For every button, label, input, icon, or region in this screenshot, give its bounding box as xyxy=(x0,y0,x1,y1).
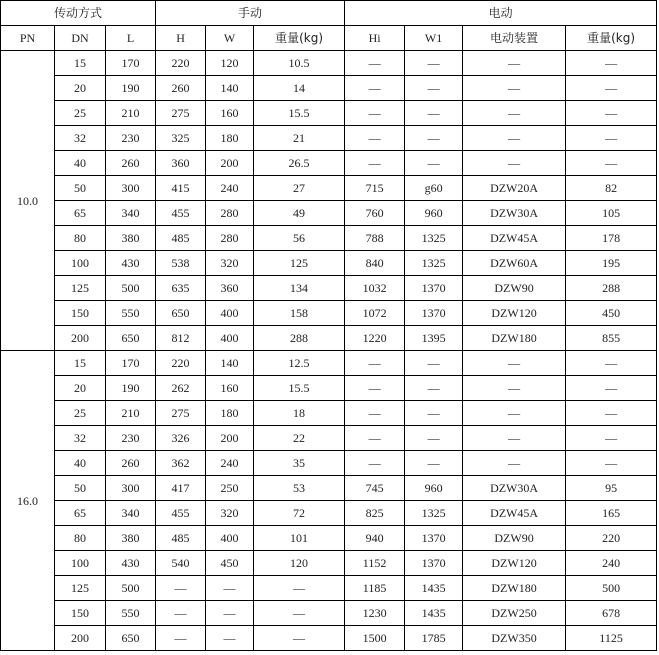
manual-weight-cell: 72 xyxy=(254,501,345,526)
table-row xyxy=(1,576,657,601)
electric-weight-cell: — xyxy=(566,101,657,126)
manual-weight-cell: 22 xyxy=(254,426,345,451)
manual-weight-cell: — xyxy=(254,626,345,651)
table-row xyxy=(1,376,657,401)
table-row xyxy=(1,451,657,476)
w-cell: — xyxy=(206,626,254,651)
hi-cell: 1185 xyxy=(345,576,405,601)
actuator-cell: DZW30A xyxy=(463,201,566,226)
manual-weight-cell: 26.5 xyxy=(254,151,345,176)
header-manual-weight: 重量(kg) xyxy=(254,26,345,51)
w1-cell: — xyxy=(405,351,463,376)
table-row xyxy=(1,101,657,126)
table-row xyxy=(1,76,657,101)
manual-weight-cell: 120 xyxy=(254,551,345,576)
l-cell: 430 xyxy=(106,551,156,576)
dn-cell: 40 xyxy=(55,151,106,176)
electric-weight-cell: — xyxy=(566,126,657,151)
w-cell: 360 xyxy=(206,276,254,301)
dn-cell: 80 xyxy=(55,226,106,251)
electric-weight-cell: 82 xyxy=(566,176,657,201)
electric-weight-cell: 500 xyxy=(566,576,657,601)
manual-weight-cell: 12.5 xyxy=(254,351,345,376)
w-cell: 240 xyxy=(206,176,254,201)
l-cell: 340 xyxy=(106,201,156,226)
w-cell: 200 xyxy=(206,151,254,176)
table-row xyxy=(1,51,657,76)
l-cell: 500 xyxy=(106,576,156,601)
header-manual: 手动 xyxy=(156,1,345,26)
h-cell: 220 xyxy=(156,51,206,76)
w-cell: 180 xyxy=(206,126,254,151)
pn-cell: 16.0 xyxy=(1,351,55,651)
l-cell: 300 xyxy=(106,476,156,501)
hi-cell: — xyxy=(345,426,405,451)
w1-cell: 960 xyxy=(405,476,463,501)
w1-cell: — xyxy=(405,126,463,151)
table-row xyxy=(1,226,657,251)
hi-cell: — xyxy=(345,351,405,376)
dn-cell: 20 xyxy=(55,76,106,101)
manual-weight-cell: 49 xyxy=(254,201,345,226)
actuator-cell: DZW90 xyxy=(463,526,566,551)
manual-weight-cell: 134 xyxy=(254,276,345,301)
hi-cell: — xyxy=(345,76,405,101)
header-electric: 电动 xyxy=(345,1,657,26)
manual-weight-cell: 18 xyxy=(254,401,345,426)
table-row xyxy=(1,301,657,326)
hi-cell: — xyxy=(345,51,405,76)
w1-cell: — xyxy=(405,151,463,176)
h-cell: 538 xyxy=(156,251,206,276)
actuator-cell: — xyxy=(463,351,566,376)
table-row xyxy=(1,401,657,426)
electric-weight-cell: — xyxy=(566,376,657,401)
w-cell: — xyxy=(206,576,254,601)
electric-weight-cell: — xyxy=(566,351,657,376)
dn-cell: 125 xyxy=(55,276,106,301)
header-w: W xyxy=(206,26,254,51)
l-cell: 550 xyxy=(106,601,156,626)
h-cell: 260 xyxy=(156,76,206,101)
actuator-cell: DZW45A xyxy=(463,226,566,251)
w-cell: 250 xyxy=(206,476,254,501)
w-cell: 280 xyxy=(206,201,254,226)
table-header xyxy=(1,1,657,51)
header-transmission-method: 传动方式 xyxy=(1,1,156,26)
w-cell: 140 xyxy=(206,351,254,376)
dn-cell: 100 xyxy=(55,251,106,276)
h-cell: 650 xyxy=(156,301,206,326)
l-cell: 430 xyxy=(106,251,156,276)
pn-cell: 10.0 xyxy=(1,51,55,351)
electric-weight-cell: — xyxy=(566,451,657,476)
hi-cell: 1220 xyxy=(345,326,405,351)
actuator-cell: DZW180 xyxy=(463,576,566,601)
manual-weight-cell: 15.5 xyxy=(254,101,345,126)
electric-weight-cell: 855 xyxy=(566,326,657,351)
electric-weight-cell: 288 xyxy=(566,276,657,301)
l-cell: 210 xyxy=(106,401,156,426)
manual-weight-cell: — xyxy=(254,601,345,626)
actuator-cell: — xyxy=(463,401,566,426)
manual-weight-cell: 21 xyxy=(254,126,345,151)
header-pn: PN xyxy=(1,26,55,51)
h-cell: 485 xyxy=(156,526,206,551)
w-cell: 200 xyxy=(206,426,254,451)
hi-cell: — xyxy=(345,101,405,126)
w1-cell: 1435 xyxy=(405,601,463,626)
actuator-cell: — xyxy=(463,376,566,401)
w1-cell: — xyxy=(405,101,463,126)
l-cell: 500 xyxy=(106,276,156,301)
electric-weight-cell: 165 xyxy=(566,501,657,526)
table-row xyxy=(1,351,657,376)
header-electric-weight: 重量(kg) xyxy=(566,26,657,51)
w-cell: 160 xyxy=(206,101,254,126)
header-actuator: 电动装置 xyxy=(463,26,566,51)
manual-weight-cell: — xyxy=(254,576,345,601)
actuator-cell: — xyxy=(463,426,566,451)
h-cell: 326 xyxy=(156,426,206,451)
w-cell: 320 xyxy=(206,501,254,526)
l-cell: 230 xyxy=(106,426,156,451)
table-row xyxy=(1,276,657,301)
header-hi: Hi xyxy=(345,26,405,51)
table-row xyxy=(1,251,657,276)
table-row xyxy=(1,326,657,351)
l-cell: 650 xyxy=(106,326,156,351)
dn-cell: 25 xyxy=(55,401,106,426)
w1-cell: — xyxy=(405,51,463,76)
l-cell: 300 xyxy=(106,176,156,201)
actuator-cell: DZW45A xyxy=(463,501,566,526)
dn-cell: 25 xyxy=(55,101,106,126)
dn-cell: 200 xyxy=(55,626,106,651)
w-cell: 400 xyxy=(206,526,254,551)
dn-cell: 65 xyxy=(55,501,106,526)
dn-cell: 32 xyxy=(55,126,106,151)
table-row xyxy=(1,176,657,201)
l-cell: 650 xyxy=(106,626,156,651)
w1-cell: — xyxy=(405,426,463,451)
w1-cell: — xyxy=(405,401,463,426)
l-cell: 260 xyxy=(106,151,156,176)
header-dn: DN xyxy=(55,26,106,51)
hi-cell: 840 xyxy=(345,251,405,276)
hi-cell: — xyxy=(345,376,405,401)
dn-cell: 150 xyxy=(55,601,106,626)
hi-cell: 1152 xyxy=(345,551,405,576)
hi-cell: — xyxy=(345,401,405,426)
actuator-cell: DZW60A xyxy=(463,251,566,276)
h-cell: 275 xyxy=(156,101,206,126)
w-cell: 120 xyxy=(206,51,254,76)
table-row xyxy=(1,151,657,176)
l-cell: 380 xyxy=(106,526,156,551)
actuator-cell: — xyxy=(463,151,566,176)
table-row xyxy=(1,501,657,526)
l-cell: 340 xyxy=(106,501,156,526)
hi-cell: 1072 xyxy=(345,301,405,326)
h-cell: — xyxy=(156,601,206,626)
w1-cell: 1325 xyxy=(405,226,463,251)
h-cell: — xyxy=(156,576,206,601)
dn-cell: 150 xyxy=(55,301,106,326)
manual-weight-cell: 53 xyxy=(254,476,345,501)
dn-cell: 50 xyxy=(55,176,106,201)
actuator-cell: DZW120 xyxy=(463,301,566,326)
table-row xyxy=(1,551,657,576)
h-cell: 262 xyxy=(156,376,206,401)
w1-cell: 1325 xyxy=(405,251,463,276)
w1-cell: — xyxy=(405,76,463,101)
hi-cell: — xyxy=(345,126,405,151)
w1-cell: 1325 xyxy=(405,501,463,526)
table-row xyxy=(1,626,657,651)
electric-weight-cell: — xyxy=(566,401,657,426)
w1-cell: — xyxy=(405,376,463,401)
dn-cell: 80 xyxy=(55,526,106,551)
electric-weight-cell: 240 xyxy=(566,551,657,576)
electric-weight-cell: 195 xyxy=(566,251,657,276)
h-cell: 812 xyxy=(156,326,206,351)
manual-weight-cell: 125 xyxy=(254,251,345,276)
h-cell: 455 xyxy=(156,501,206,526)
table-row xyxy=(1,201,657,226)
l-cell: 230 xyxy=(106,126,156,151)
dn-cell: 15 xyxy=(55,51,106,76)
dn-cell: 32 xyxy=(55,426,106,451)
w-cell: 140 xyxy=(206,76,254,101)
h-cell: 540 xyxy=(156,551,206,576)
h-cell: 635 xyxy=(156,276,206,301)
w-cell: 240 xyxy=(206,451,254,476)
header-h: H xyxy=(156,26,206,51)
l-cell: 190 xyxy=(106,376,156,401)
hi-cell: 745 xyxy=(345,476,405,501)
l-cell: 210 xyxy=(106,101,156,126)
h-cell: 415 xyxy=(156,176,206,201)
w1-cell: — xyxy=(405,451,463,476)
manual-weight-cell: 14 xyxy=(254,76,345,101)
actuator-cell: DZW250 xyxy=(463,601,566,626)
w1-cell: 1370 xyxy=(405,551,463,576)
w-cell: 400 xyxy=(206,326,254,351)
actuator-cell: DZW20A xyxy=(463,176,566,201)
table-body xyxy=(1,51,657,651)
hi-cell: 760 xyxy=(345,201,405,226)
hi-cell: 1500 xyxy=(345,626,405,651)
h-cell: 220 xyxy=(156,351,206,376)
hi-cell: 825 xyxy=(345,501,405,526)
manual-weight-cell: 56 xyxy=(254,226,345,251)
electric-weight-cell: 1125 xyxy=(566,626,657,651)
actuator-cell: DZW30A xyxy=(463,476,566,501)
hi-cell: 1032 xyxy=(345,276,405,301)
w1-cell: 960 xyxy=(405,201,463,226)
w-cell: — xyxy=(206,601,254,626)
w1-cell: g60 xyxy=(405,176,463,201)
manual-weight-cell: 101 xyxy=(254,526,345,551)
actuator-cell: DZW120 xyxy=(463,551,566,576)
electric-weight-cell: — xyxy=(566,76,657,101)
electric-weight-cell: 450 xyxy=(566,301,657,326)
manual-weight-cell: 288 xyxy=(254,326,345,351)
electric-weight-cell: — xyxy=(566,426,657,451)
dn-cell: 65 xyxy=(55,201,106,226)
electric-weight-cell: 220 xyxy=(566,526,657,551)
h-cell: 362 xyxy=(156,451,206,476)
l-cell: 190 xyxy=(106,76,156,101)
l-cell: 380 xyxy=(106,226,156,251)
hi-cell: 940 xyxy=(345,526,405,551)
w1-cell: 1435 xyxy=(405,576,463,601)
electric-weight-cell: 105 xyxy=(566,201,657,226)
actuator-cell: — xyxy=(463,451,566,476)
table-row xyxy=(1,476,657,501)
l-cell: 260 xyxy=(106,451,156,476)
actuator-cell: — xyxy=(463,126,566,151)
electric-weight-cell: 95 xyxy=(566,476,657,501)
dn-cell: 200 xyxy=(55,326,106,351)
actuator-cell: — xyxy=(463,101,566,126)
hi-cell: 1230 xyxy=(345,601,405,626)
table-row xyxy=(1,426,657,451)
h-cell: 360 xyxy=(156,151,206,176)
electric-weight-cell: 178 xyxy=(566,226,657,251)
w-cell: 320 xyxy=(206,251,254,276)
actuator-cell: DZW180 xyxy=(463,326,566,351)
manual-weight-cell: 15.5 xyxy=(254,376,345,401)
electric-weight-cell: — xyxy=(566,51,657,76)
hi-cell: — xyxy=(345,451,405,476)
w1-cell: 1785 xyxy=(405,626,463,651)
actuator-cell: DZW350 xyxy=(463,626,566,651)
w-cell: 280 xyxy=(206,226,254,251)
h-cell: — xyxy=(156,626,206,651)
table-row xyxy=(1,526,657,551)
manual-weight-cell: 10.5 xyxy=(254,51,345,76)
header-row-columns xyxy=(1,26,657,51)
manual-weight-cell: 27 xyxy=(254,176,345,201)
header-w1: W1 xyxy=(405,26,463,51)
electric-weight-cell: 678 xyxy=(566,601,657,626)
hi-cell: — xyxy=(345,151,405,176)
h-cell: 455 xyxy=(156,201,206,226)
hi-cell: 788 xyxy=(345,226,405,251)
header-row-groups xyxy=(1,1,657,26)
dn-cell: 50 xyxy=(55,476,106,501)
l-cell: 170 xyxy=(106,51,156,76)
table-row xyxy=(1,126,657,151)
w-cell: 180 xyxy=(206,401,254,426)
l-cell: 170 xyxy=(106,351,156,376)
w1-cell: 1370 xyxy=(405,526,463,551)
actuator-cell: — xyxy=(463,76,566,101)
electric-weight-cell: — xyxy=(566,151,657,176)
w-cell: 450 xyxy=(206,551,254,576)
w-cell: 400 xyxy=(206,301,254,326)
dn-cell: 125 xyxy=(55,576,106,601)
h-cell: 417 xyxy=(156,476,206,501)
header-l: L xyxy=(106,26,156,51)
h-cell: 275 xyxy=(156,401,206,426)
w1-cell: 1370 xyxy=(405,301,463,326)
l-cell: 550 xyxy=(106,301,156,326)
h-cell: 485 xyxy=(156,226,206,251)
w1-cell: 1370 xyxy=(405,276,463,301)
dn-cell: 20 xyxy=(55,376,106,401)
dn-cell: 15 xyxy=(55,351,106,376)
w-cell: 160 xyxy=(206,376,254,401)
hi-cell: 715 xyxy=(345,176,405,201)
h-cell: 325 xyxy=(156,126,206,151)
actuator-cell: DZW90 xyxy=(463,276,566,301)
actuator-cell: — xyxy=(463,51,566,76)
manual-weight-cell: 158 xyxy=(254,301,345,326)
table-row xyxy=(1,601,657,626)
w1-cell: 1395 xyxy=(405,326,463,351)
dn-cell: 100 xyxy=(55,551,106,576)
dn-cell: 40 xyxy=(55,451,106,476)
manual-weight-cell: 35 xyxy=(254,451,345,476)
